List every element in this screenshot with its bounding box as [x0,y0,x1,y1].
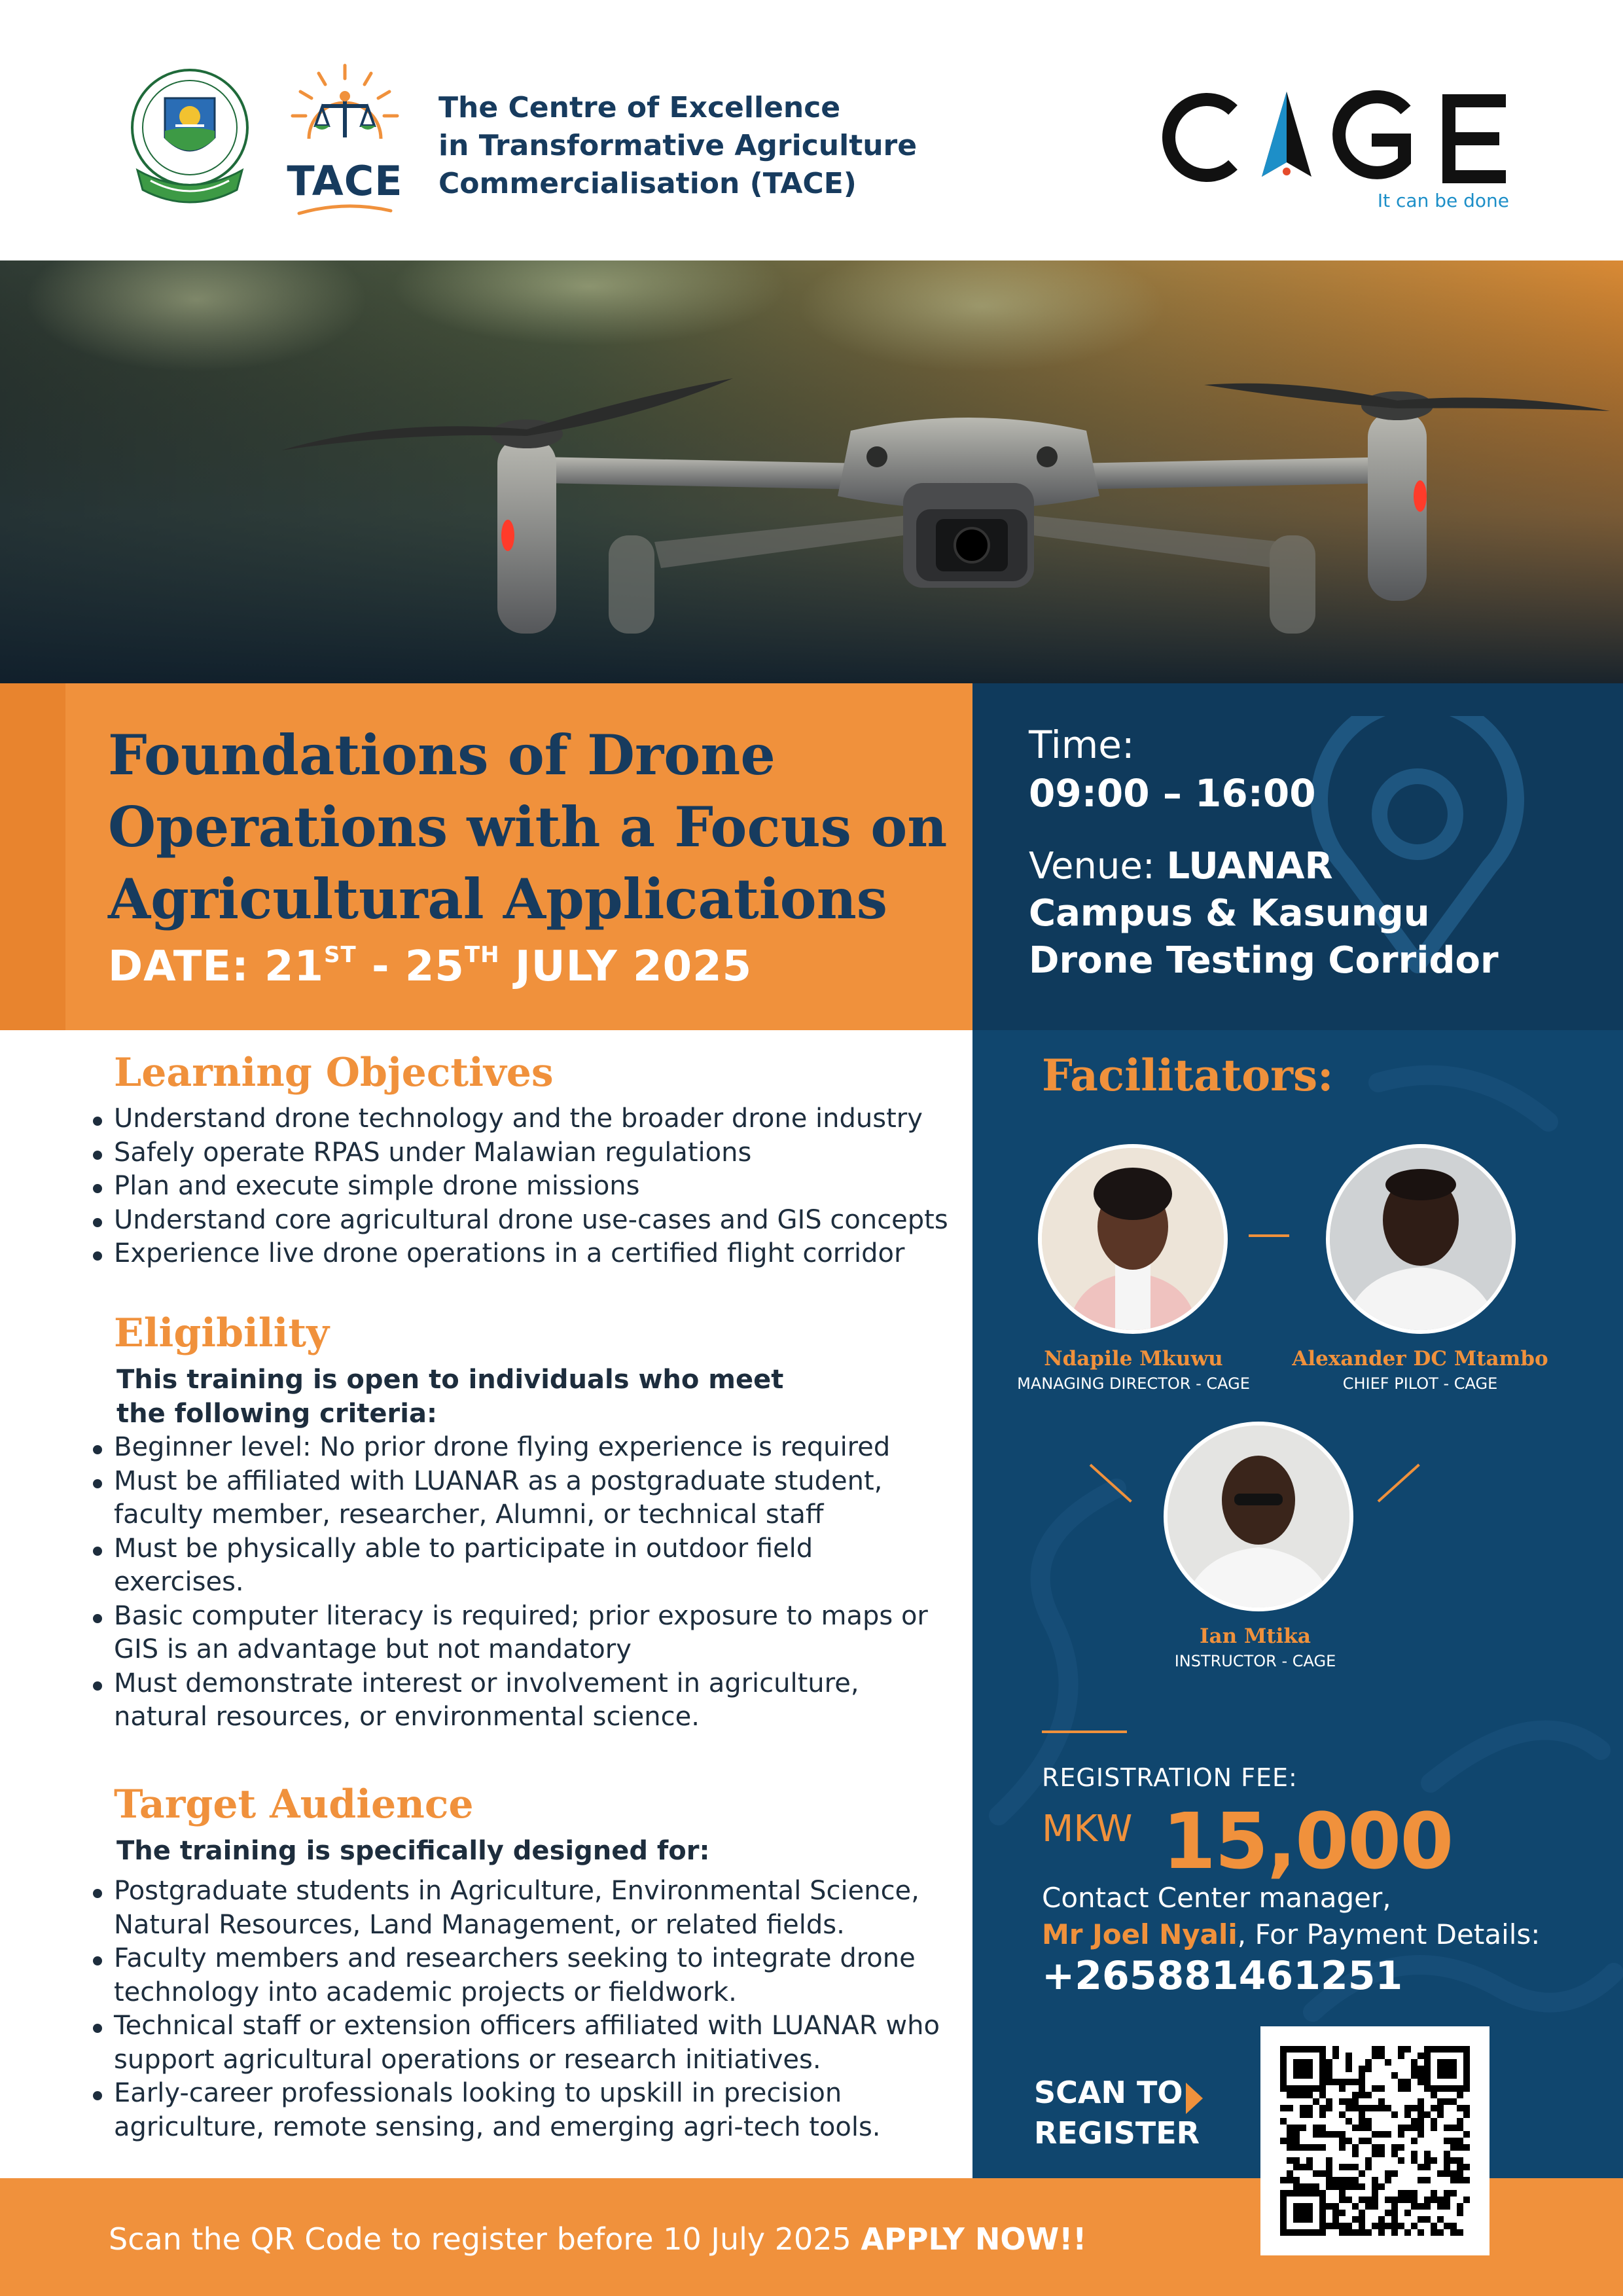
list-item: Safely operate RPAS under Malawian regulations [98,1136,962,1170]
list-item: Must be physically able to participate in outdoor field exercises. [98,1532,942,1600]
list-item: Understand core agricultural drone use-cases and GIS concepts [98,1204,962,1238]
facilitator-photo-ndapile [1038,1144,1228,1334]
main-content [0,1030,972,2178]
contact-line-1: Contact Center manager, [1042,1882,1391,1914]
footer-message: Scan the QR Code to register before 10 July 2025 [109,2221,861,2257]
tace-full-name [438,89,936,203]
list-item: Early-career professionals looking to upskill in precision agriculture, remote sensing, and emerging agri-tech tools. [98,2077,949,2144]
cage-logo [1156,85,1509,216]
venue [1029,843,1526,984]
contact-phone[interactable]: +265881461251 [1042,1953,1403,1999]
venue-label: Venue: [1029,845,1167,888]
facilitator-photo-ian [1164,1422,1353,1611]
course-title-line-3: Agricultural Applications [108,867,888,931]
avatar [1042,1148,1224,1330]
list-item: Faculty members and researchers seeking to integrate drone technology into academic projects or fieldwork. [98,1942,949,2009]
eligibility-intro: This training is open to individuals who meet the following criteria: [116,1365,784,1429]
hero-drone-photo [0,260,1623,683]
target-audience-list [98,1874,949,2144]
scan-line-1: SCAN TO [1034,2075,1183,2110]
list-item: Basic computer literacy is required; prior exposure to maps or GIS is an advantage but not mandatory [98,1600,942,1667]
fee-amount: 15,000 [1162,1796,1453,1886]
facilitator-name-2: Alexander DC Mtambo [1292,1347,1548,1371]
contact-name: Mr Joel Nyali [1042,1918,1238,1950]
list-item: Beginner level: No prior drone flying experience is required [98,1431,942,1465]
fee-currency: MKW [1042,1808,1133,1850]
venue-line-2: Campus & Kasungu [1029,892,1430,935]
target-audience-heading: Target Audience [114,1782,474,1827]
date-end-ordinal: TH [464,942,500,968]
scan-line-2: REGISTER [1034,2115,1200,2151]
tace-title-line-2: in Transformative Agriculture [438,129,918,162]
cage-wordmark [1156,85,1509,183]
learning-objectives-list [98,1102,962,1271]
contact-suffix: , For Payment Details: [1237,1918,1541,1950]
course-title-band [0,683,972,1030]
cage-tagline: It can be done [1377,190,1509,211]
list-item: Must demonstrate interest or involvement in agriculture, natural resources, or environmental science. [98,1667,942,1734]
facilitator-name-3: Ian Mtika [1200,1624,1311,1648]
avatar [1168,1426,1349,1607]
qr-finder-pattern [1424,2046,1470,2092]
facilitator-role-2: CHIEF PILOT - CAGE [1342,1374,1498,1393]
date-start: DATE: 21 [108,942,324,991]
scan-to-register-label [1034,2072,1200,2153]
payment-contact [1042,1880,1605,1953]
avatar [1330,1148,1512,1330]
list-item: Postgraduate students in Agriculture, Environmental Science, Natural Resources, Land Management, or related fields. [98,1874,949,1942]
registration-fee-label: REGISTRATION FEE: [1042,1763,1298,1792]
eligibility-heading: Eligibility [114,1310,329,1356]
list-item: Understand drone technology and the broader drone industry [98,1102,962,1136]
tace-swoosh-icon [296,203,394,217]
tace-wordmark: TACE [287,157,403,205]
apply-now-cta[interactable]: APPLY NOW!! [861,2221,1087,2257]
facilitators-heading: Facilitators: [1042,1050,1334,1101]
footer-text [109,2221,1086,2257]
learning-objectives-heading: Learning Objectives [114,1050,554,1096]
date-start-ordinal: ST [324,942,357,968]
list-item: Must be affiliated with LUANAR as a postgraduate student, faculty member, researcher, Alumni, or technical staff [98,1465,942,1532]
course-title [108,719,959,935]
qr-finder-pattern [1280,2046,1326,2092]
time-label: Time: [1029,723,1135,767]
date-month-year: JULY 2025 [499,942,753,991]
sun-scale-icon [283,60,407,158]
arrow-right-icon [1186,2083,1203,2114]
course-date [108,942,752,991]
list-item: Plan and execute simple drone missions [98,1170,962,1204]
time-value: 09:00 – 16:00 [1029,771,1316,816]
time-venue-block [972,683,1623,1030]
header [0,0,1623,260]
venue-line-1: LUANAR [1166,845,1333,888]
target-audience-intro: The training is specifically designed for: [116,1836,710,1866]
facilitator-name-1: Ndapile Mkuwu [1044,1347,1223,1371]
date-end: - 25 [356,942,465,991]
course-title-line-1: Foundations of Drone [108,723,776,787]
venue-line-3: Drone Testing Corridor [1029,939,1499,982]
info-panel [972,683,1623,2178]
registration-qr-code[interactable] [1260,2026,1489,2255]
tace-title-line-1: The Centre of Excellence [438,91,841,124]
facilitator-role-3: INSTRUCTOR - CAGE [1174,1652,1336,1670]
connector-line [1249,1234,1289,1237]
course-title-line-2: Operations with a Focus on [108,795,948,859]
qr-finder-pattern [1280,2190,1326,2236]
luanar-logo [124,65,255,216]
facilitator-photo-alexander [1326,1144,1516,1334]
qr-code-icon[interactable] [1260,2026,1489,2255]
eligibility-list [98,1431,942,1734]
tace-logo [283,60,407,217]
fee-divider [1042,1731,1127,1733]
list-item: Experience live drone operations in a certified flight corridor [98,1237,962,1271]
accent-stripe [0,683,65,1030]
tace-title-line-3: Commercialisation (TACE) [438,167,857,200]
list-item: Technical staff or extension officers affiliated with LUANAR who support agricultural operations or research initiatives. [98,2009,949,2077]
facilitator-role-1: MANAGING DIRECTOR - CAGE [1017,1374,1250,1393]
